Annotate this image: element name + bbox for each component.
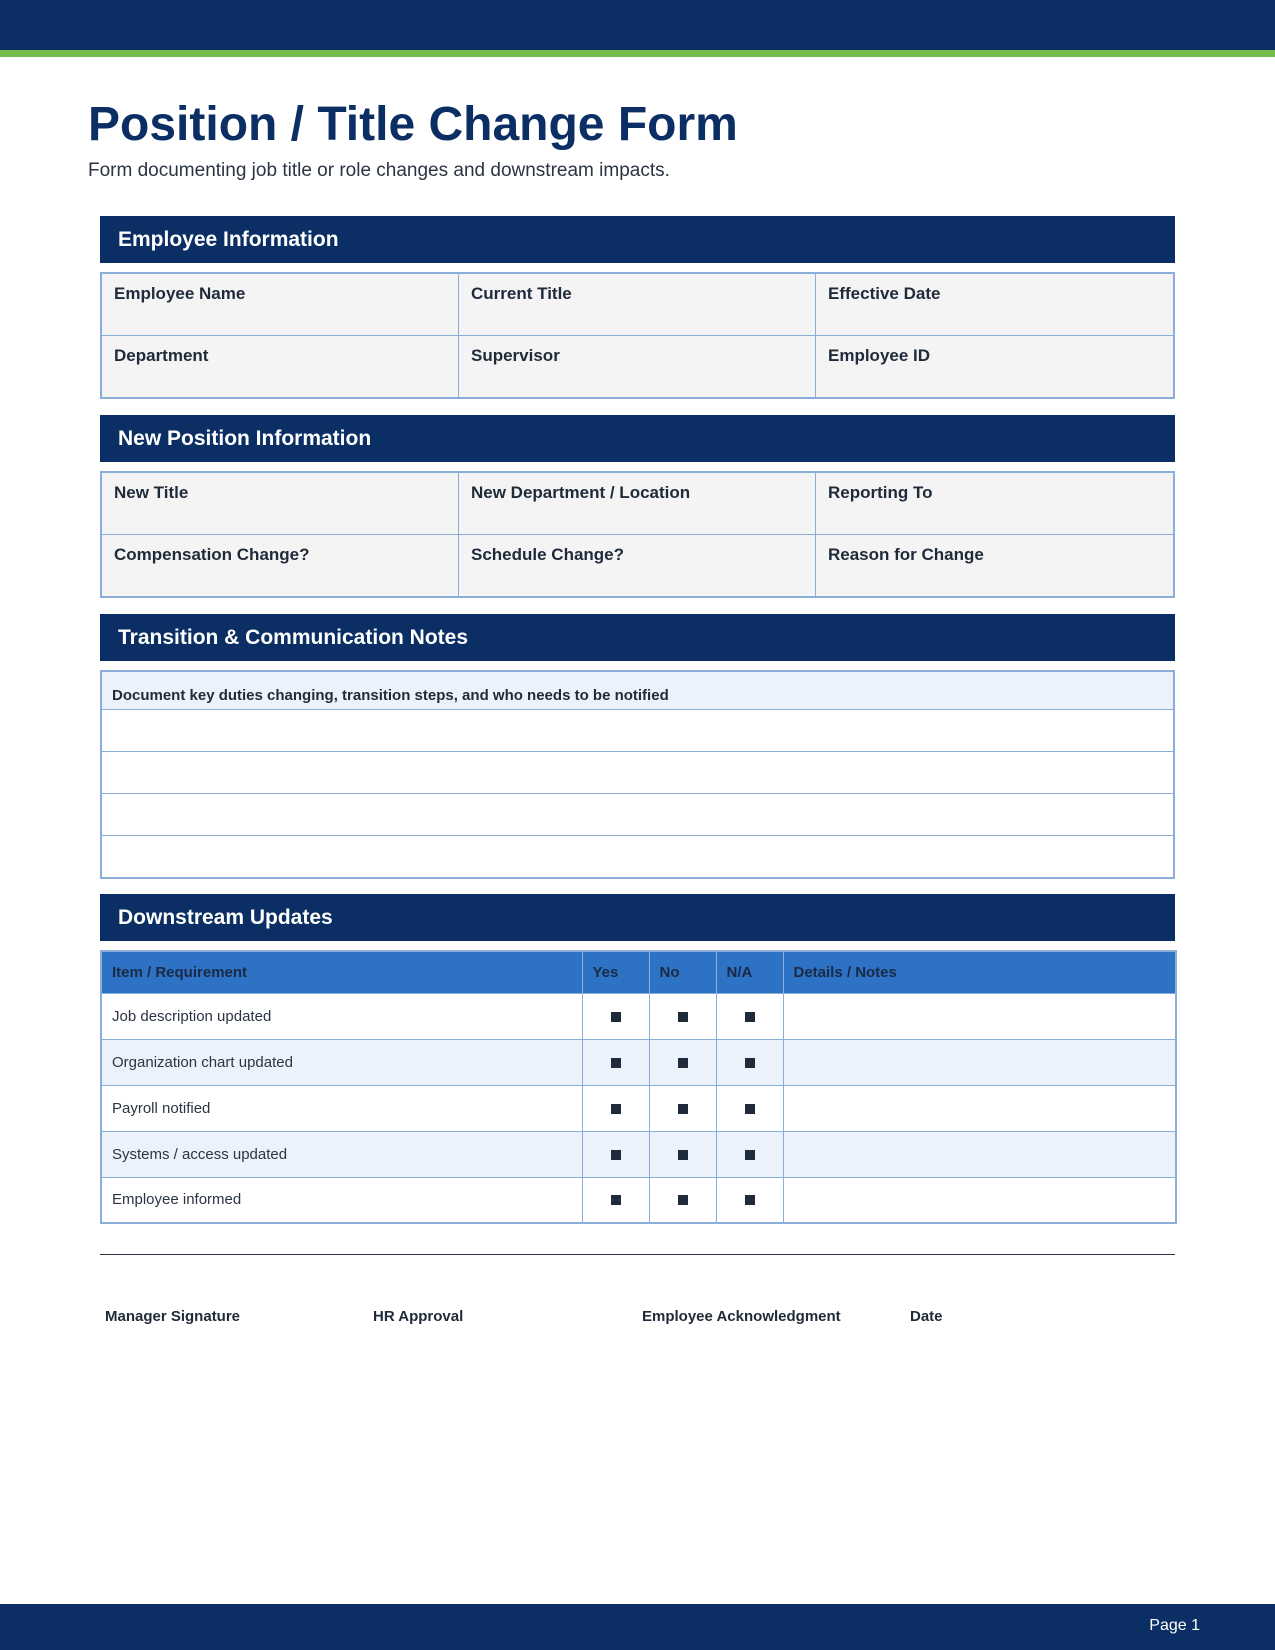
row-item-label: Payroll notified (101, 1085, 582, 1131)
details-cell[interactable] (783, 993, 1176, 1039)
field-department[interactable]: Department (102, 336, 459, 398)
table-row (101, 993, 1176, 1039)
new-position-grid (100, 471, 1175, 598)
field-reporting-to[interactable]: Reporting To (816, 473, 1173, 535)
notes-line[interactable] (102, 710, 1173, 752)
section-header-downstream-updates: Downstream Updates (100, 894, 1175, 941)
top-accent-stripe (0, 50, 1275, 57)
signature-label-hr-approval[interactable]: HR Approval (373, 1308, 464, 1325)
na-checkbox[interactable] (745, 1058, 755, 1068)
yes-checkbox[interactable] (611, 1150, 621, 1160)
field-reason-for-change[interactable]: Reason for Change (828, 544, 984, 564)
row-item-label: Job description updated (101, 993, 582, 1039)
employee-information-grid (100, 272, 1175, 399)
no-checkbox[interactable] (678, 1012, 688, 1022)
notes-line[interactable] (102, 752, 1173, 794)
yes-checkbox[interactable] (611, 1012, 621, 1022)
row-item-label: Employee informed (101, 1177, 582, 1223)
page-subtitle: Form documenting job title or role changes and downstream impacts. (88, 160, 670, 181)
transition-notes-box (100, 670, 1175, 879)
section-header-new-position-information: New Position Information (100, 415, 1175, 462)
column-header-na: N/A (716, 951, 783, 993)
na-checkbox[interactable] (745, 1150, 755, 1160)
row-item-label: Organization chart updated (101, 1039, 582, 1085)
signature-divider (100, 1254, 1175, 1255)
field-effective-date[interactable]: Effective Date (816, 274, 1173, 336)
signature-label-date[interactable]: Date (910, 1308, 943, 1325)
no-checkbox[interactable] (678, 1195, 688, 1205)
details-cell[interactable] (783, 1131, 1176, 1177)
yes-checkbox[interactable] (611, 1104, 621, 1114)
column-header-yes: Yes (582, 951, 649, 993)
table-row (101, 1039, 1176, 1085)
signature-label-employee-acknowledgment[interactable]: Employee Acknowledgment (642, 1308, 841, 1325)
no-checkbox[interactable] (678, 1104, 688, 1114)
details-cell[interactable] (783, 1085, 1176, 1131)
field-schedule-change[interactable]: Schedule Change? (459, 535, 816, 597)
footer-bar (0, 1604, 1275, 1650)
section-header-employee-information: Employee Information (100, 216, 1175, 263)
column-header-item: Item / Requirement (101, 951, 582, 993)
details-cell[interactable] (783, 1177, 1176, 1223)
na-checkbox[interactable] (745, 1012, 755, 1022)
field-employee-name[interactable]: Employee Name (102, 274, 459, 336)
column-header-details: Details / Notes (783, 951, 1176, 993)
details-cell[interactable] (783, 1039, 1176, 1085)
na-checkbox[interactable] (745, 1195, 755, 1205)
na-checkbox[interactable] (745, 1104, 755, 1114)
notes-line[interactable] (102, 794, 1173, 836)
notes-prompt: Document key duties changing, transition steps, and who needs to be notified (102, 672, 1173, 710)
page-title: Position / Title Change Form (88, 98, 738, 151)
no-checkbox[interactable] (678, 1058, 688, 1068)
notes-line[interactable] (102, 836, 1173, 878)
field-current-title[interactable]: Current Title (459, 274, 816, 336)
field-new-department-location[interactable]: New Department / Location (459, 473, 816, 535)
no-checkbox[interactable] (678, 1150, 688, 1160)
field-supervisor[interactable]: Supervisor (459, 336, 816, 398)
yes-checkbox[interactable] (611, 1058, 621, 1068)
yes-checkbox[interactable] (611, 1195, 621, 1205)
top-banner (0, 0, 1275, 50)
section-header-transition-notes: Transition & Communication Notes (100, 614, 1175, 661)
table-row (101, 1177, 1176, 1223)
downstream-updates-table (100, 950, 1177, 1224)
table-row (101, 1085, 1176, 1131)
page-number: Page 1 (1149, 1617, 1200, 1634)
field-employee-id[interactable]: Employee ID (828, 345, 931, 365)
table-row (101, 1131, 1176, 1177)
table-header-row (101, 951, 1176, 993)
signature-label-manager[interactable]: Manager Signature (105, 1308, 241, 1325)
row-item-label: Systems / access updated (101, 1131, 582, 1177)
field-new-title[interactable]: New Title (102, 473, 459, 535)
column-header-no: No (649, 951, 716, 993)
field-compensation-change[interactable]: Compensation Change? (102, 535, 459, 597)
